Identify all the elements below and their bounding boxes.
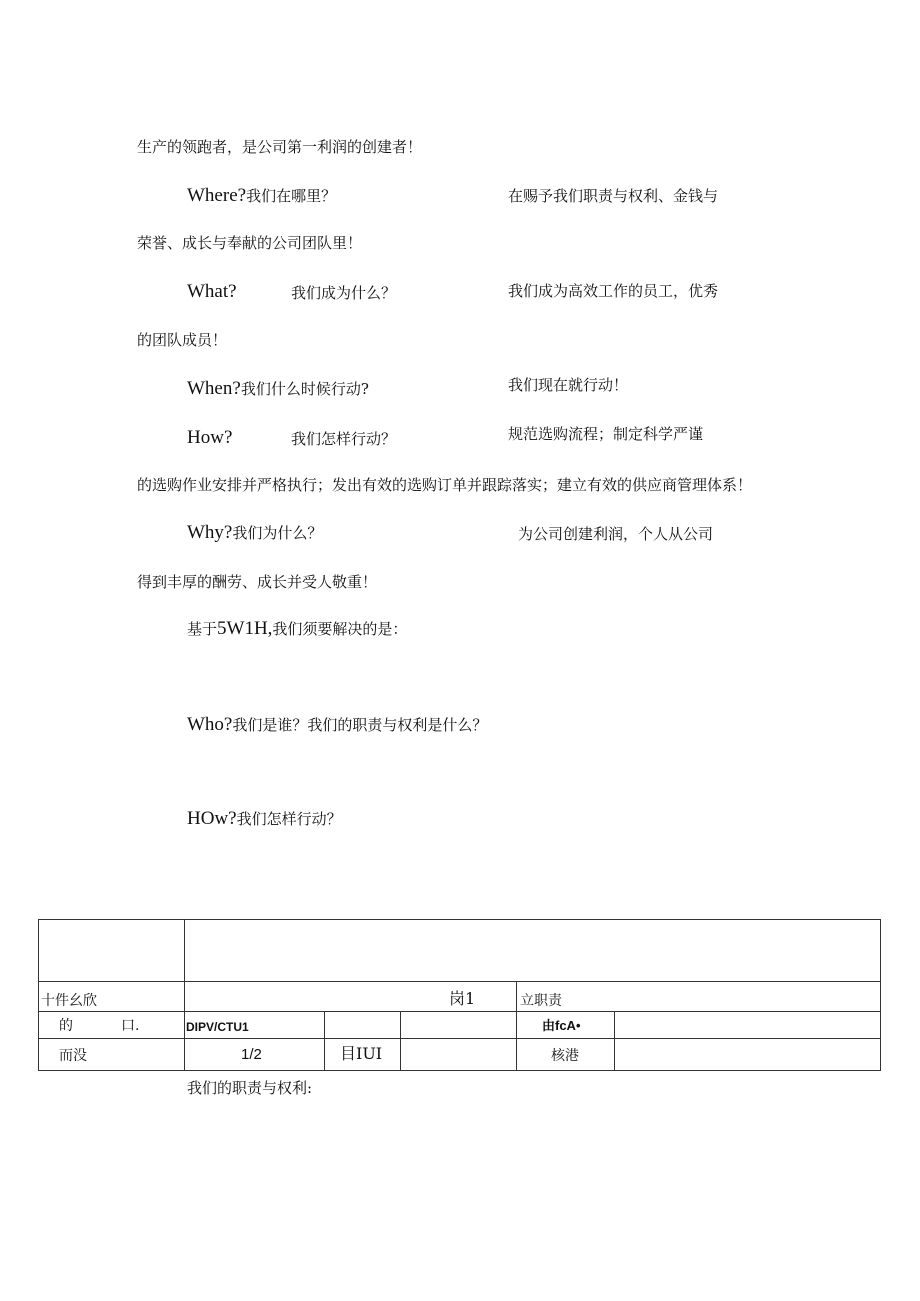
table-vline-1 (184, 920, 185, 1070)
cell-title-a: 岗1 (449, 989, 476, 1008)
when-question (187, 379, 369, 399)
table-vline-2 (324, 1011, 325, 1070)
what-text: 我们成为什么？ (291, 284, 397, 302)
honor-line: 荣誉、成长与奉献的公司团队里！ (137, 234, 363, 252)
how2-question (187, 809, 342, 829)
where-answer: 在赐予我们职责与权利、金钱与 (508, 187, 719, 205)
cell-version-label: 由fcA• (542, 1018, 581, 1033)
exec-line: 的选购作业安排并严格执行；发出有效的选购订单并跟踪落实；建立有效的供应商管理体系！ (137, 476, 753, 494)
table-hline-1 (39, 981, 880, 982)
document-header-table (38, 919, 881, 1071)
cell-doc-no-label-a: 的 (59, 1018, 73, 1034)
intro-line: 生产的领跑者，是公司第一利润的创建者！ (137, 138, 423, 156)
why-label: Why? (187, 522, 233, 543)
who-question (187, 715, 487, 735)
cell-doc-no-value: DIPV/CTU1 (186, 1020, 249, 1034)
basis-post: 我们须要解决的是： (272, 620, 408, 638)
why-answer: 为公司创建利润，个人从公司 (518, 525, 714, 543)
why-text: 我们为什么？ (232, 524, 323, 542)
what-label: What? (187, 281, 237, 302)
what-answer: 我们成为高效工作的员工，优秀 (508, 282, 719, 300)
basis-pre: 基于 (187, 620, 218, 638)
how-text: 我们怎样行动？ (291, 430, 397, 448)
how2-text: 我们怎样行动？ (236, 810, 342, 828)
table-hline-2 (39, 1011, 880, 1012)
cell-page-label: 而没 (59, 1048, 87, 1064)
when-text: 我们什么时候行动? (240, 380, 369, 398)
basis-5w1h: 5W1H, (217, 618, 273, 639)
table-vline-3 (400, 1011, 401, 1070)
cell-approve-label: 核港 (551, 1048, 579, 1064)
table-hline-3 (39, 1038, 880, 1039)
when-answer: 我们现在就行动！ (508, 376, 629, 394)
when-label: When? (187, 378, 241, 399)
where-label: Where? (187, 185, 247, 206)
reward-line: 得到丰厚的酬劳、成长并受人敬重！ (137, 573, 378, 591)
how-answer: 规范选购流程；制定科学严谨 (508, 425, 704, 443)
how2-label: HOw? (187, 808, 237, 829)
how-label: How? (187, 427, 233, 448)
cell-date-label: 目IUI (340, 1044, 383, 1063)
where-question (187, 186, 336, 206)
who-text: 我们是谁？我们的职责与权利是什么？ (232, 716, 488, 734)
cell-file-name-label: 十件幺欣 (41, 993, 97, 1009)
cell-title-b: 立职责 (520, 993, 562, 1009)
table-vline-4 (516, 981, 517, 1070)
where-text: 我们在哪里？ (246, 187, 337, 205)
footer-line: 我们的职责与权利: (187, 1079, 313, 1097)
team-line: 的团队成员！ (137, 331, 228, 349)
why-question (187, 523, 322, 543)
table-vline-5 (614, 1011, 615, 1070)
cell-page-value: 1/2 (241, 1046, 262, 1063)
basis-line (187, 619, 407, 639)
cell-doc-no-label-b: 口. (121, 1018, 140, 1034)
who-label: Who? (187, 714, 233, 735)
